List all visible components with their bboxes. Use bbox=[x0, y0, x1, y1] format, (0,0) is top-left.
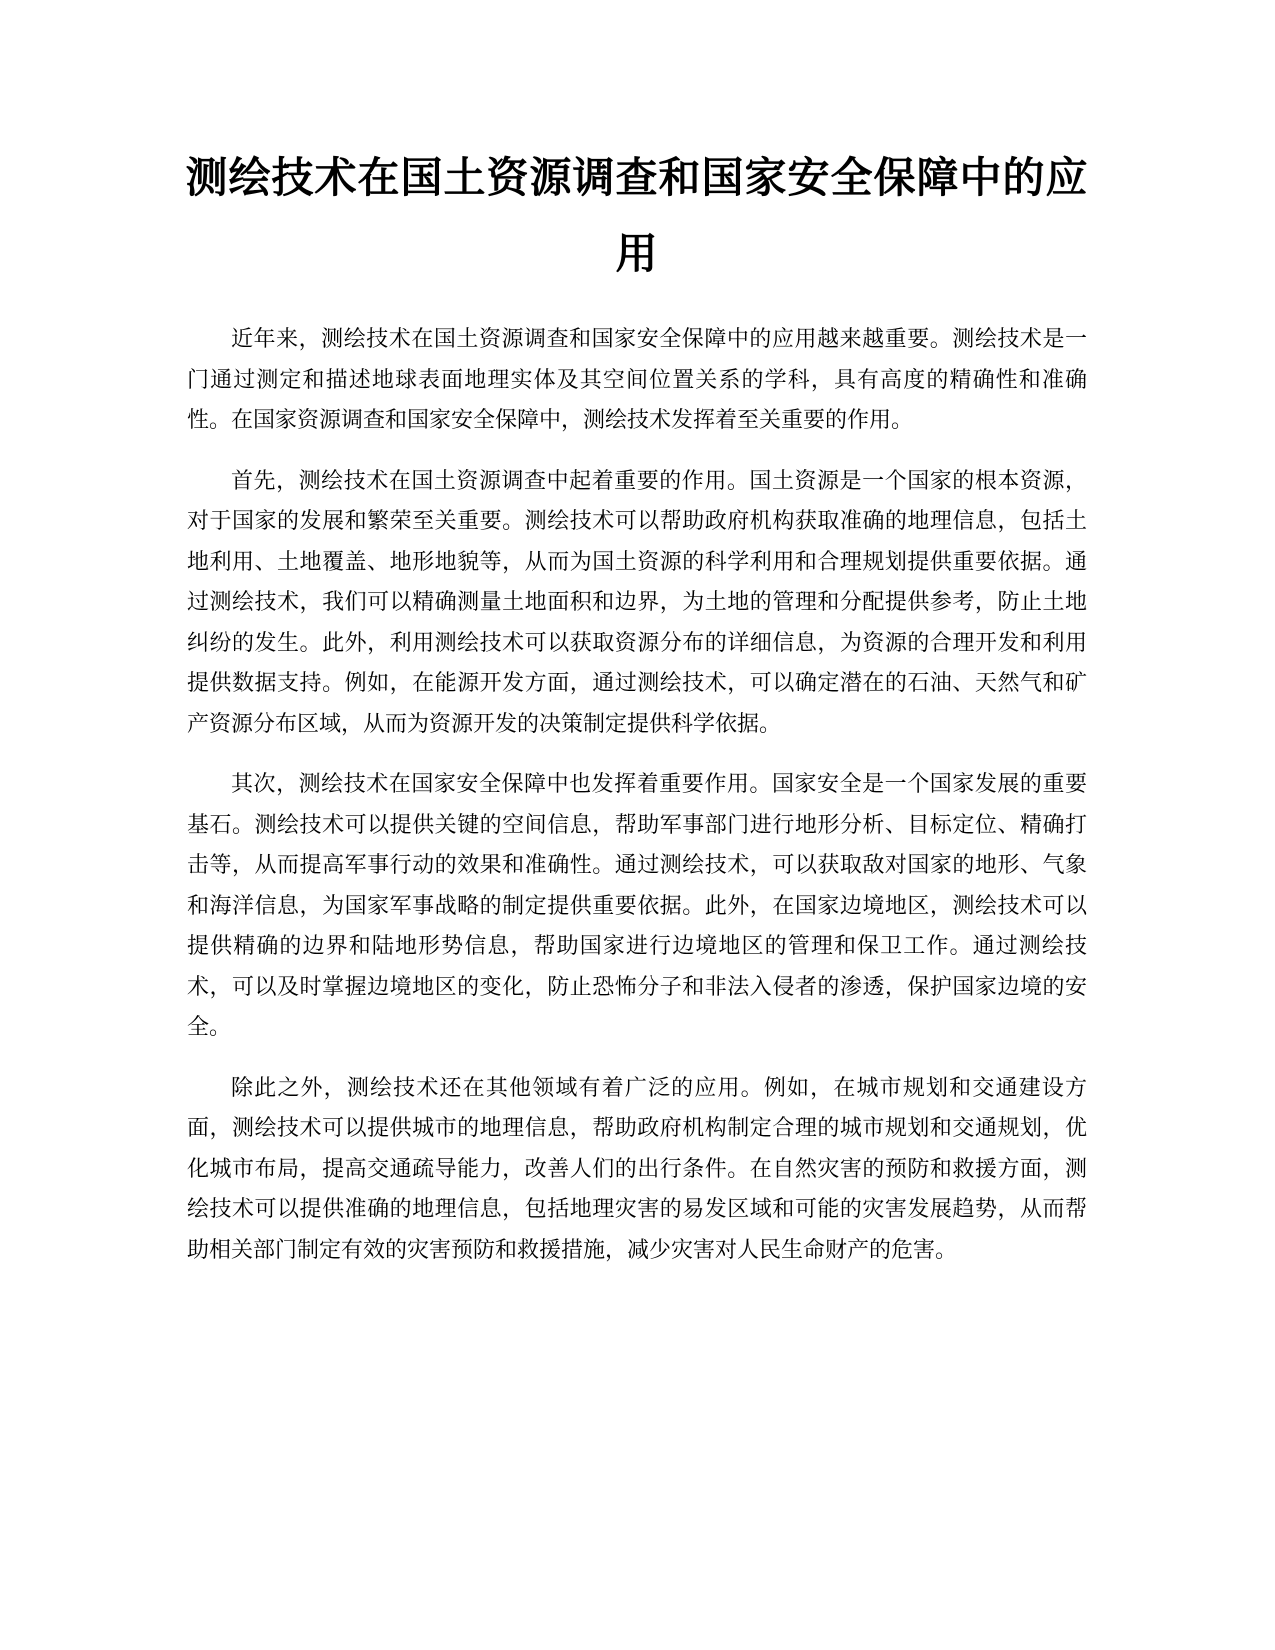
document-title: 测绘技术在国土资源调查和国家安全保障中的应用 bbox=[185, 153, 1089, 278]
document-body bbox=[187, 320, 1087, 1291]
paragraph-intro: 近年来，测绘技术在国土资源调查和国家安全保障中的应用越来越重要。测绘技术是一门通过测定和描述地球表面地理实体及其空间位置关系的学科，具有高度的精确性和准确性。在国家资源调查和国家安全保障中，测绘技术发挥着至关重要的作用。 bbox=[187, 327, 1087, 433]
paragraph-land-resources: 首先，测绘技术在国土资源调查中起着重要的作用。国土资源是一个国家的根本资源，对于国家的发展和繁荣至关重要。测绘技术可以帮助政府机构获取准确的地理信息，包括土地利用、土地覆盖、地形地貌等，从而为国土资源的科学利用和合理规划提供重要依据。通过测绘技术，我们可以精确测量土地面积和边界，为土地的管理和分配提供参考，防止土地纠纷的发生。此外，利用测绘技术可以获取资源分布的详细信息，为资源的合理开发和利用提供数据支持。例如，在能源开发方面，通过测绘技术，可以确定潜在的石油、天然气和矿产资源分布区域，从而为资源开发的决策制定提供科学依据。 bbox=[187, 468, 1087, 737]
paragraph-national-security: 其次，测绘技术在国家安全保障中也发挥着重要作用。国家安全是一个国家发展的重要基石。测绘技术可以提供关键的空间信息，帮助军事部门进行地形分析、目标定位、精确打击等，从而提高军事行动的效果和准确性。通过测绘技术，可以获取敌对国家的地形、气象和海洋信息，为国家军事战略的制定提供重要依据。此外，在国家边境地区，测绘技术可以提供精确的边界和陆地形势信息，帮助国家进行边境地区的管理和保卫工作。通过测绘技术，可以及时掌握边境地区的变化，防止恐怖分子和非法入侵者的渗透，保护国家边境的安全。 bbox=[187, 772, 1087, 1040]
paragraph-other-applications: 除此之外，测绘技术还在其他领域有着广泛的应用。例如，在城市规划和交通建设方面，测绘技术可以提供城市的地理信息，帮助政府机构制定合理的城市规划和交通规划，优化城市布局，提高交通疏导能力，改善人们的出行条件。在自然灾害的预防和救援方面，测绘技术可以提供准确的地理信息，包括地理灾害的易发区域和可能的灾害发展趋势，从而帮助相关部门制定有效的灾害预防和救援措施，减少灾害对人民生命财产的危害。 bbox=[187, 1075, 1087, 1263]
